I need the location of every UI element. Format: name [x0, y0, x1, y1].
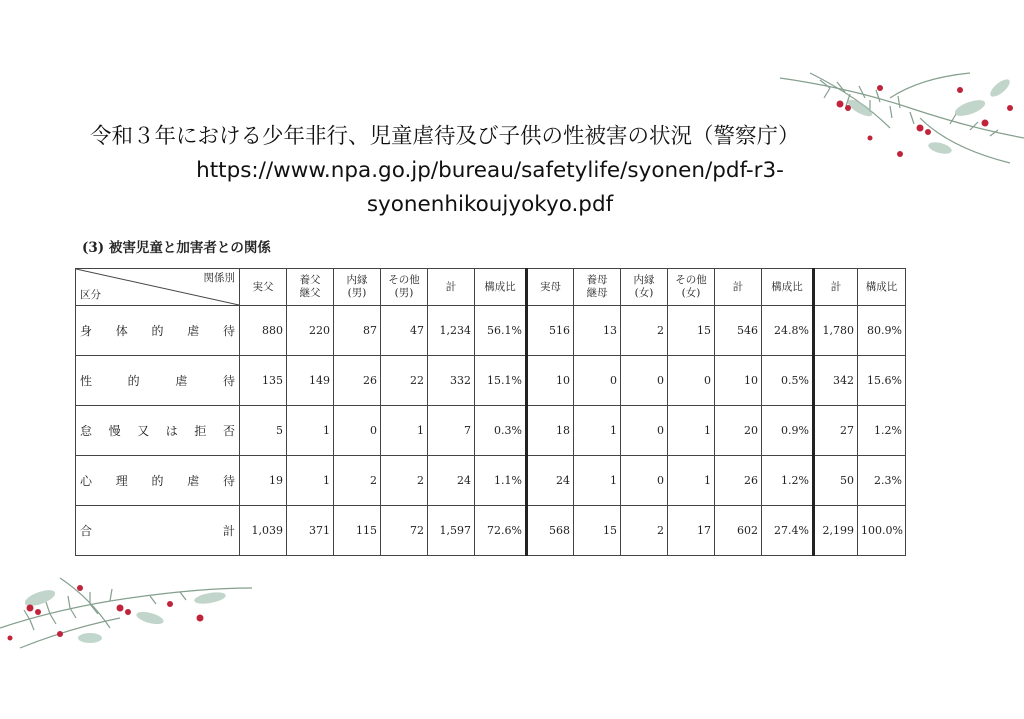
column-header: 内縁 (男) [334, 269, 381, 306]
table-cell: 0 [621, 406, 668, 456]
table-cell: 1,597 [428, 506, 475, 556]
table-cell: 2.3% [858, 456, 906, 506]
row-label [76, 306, 240, 356]
table-cell: 13 [574, 306, 621, 356]
table-cell: 1 [668, 406, 715, 456]
table-row [76, 506, 906, 556]
row-label-char: 待 [222, 374, 235, 388]
table-cell: 2 [621, 306, 668, 356]
table-cell: 2 [621, 506, 668, 556]
table-cell: 0 [668, 356, 715, 406]
row-label-char: 心 [80, 474, 93, 488]
column-header: 実母 [527, 269, 574, 306]
header-row [76, 269, 906, 306]
row-label-char: 身 [80, 324, 93, 338]
column-header: 養父 継父 [287, 269, 334, 306]
table-cell: 0 [621, 456, 668, 506]
table-cell: 50 [814, 456, 858, 506]
document-title [60, 120, 920, 222]
table-cell: 0 [334, 406, 381, 456]
source-url-line1: https://www.npa.go.jp/bureau/safetylife/syonen/pdf-r3- [196, 158, 784, 183]
table-cell: 24 [428, 456, 475, 506]
table-cell: 568 [527, 506, 574, 556]
table-cell: 5 [240, 406, 287, 456]
row-label-char: 的 [151, 324, 164, 338]
column-header: その他 (女) [668, 269, 715, 306]
table-cell: 1 [287, 456, 334, 506]
table-cell: 15.6% [858, 356, 906, 406]
table-cell: 149 [287, 356, 334, 406]
row-label-char: 虐 [187, 474, 200, 488]
table-cell: 1 [574, 456, 621, 506]
table-cell: 602 [715, 506, 762, 556]
row-label-char: 理 [115, 474, 128, 488]
table-cell: 1.2% [858, 406, 906, 456]
row-label-char: 計 [222, 524, 235, 538]
table-cell: 115 [334, 506, 381, 556]
table-cell: 1,780 [814, 306, 858, 356]
table-cell: 72 [381, 506, 428, 556]
table-cell: 27.4% [762, 506, 814, 556]
table-row [76, 456, 906, 506]
row-label-char: 否 [222, 424, 235, 438]
table-cell: 1.2% [762, 456, 814, 506]
table-cell: 10 [527, 356, 574, 406]
table-cell: 0.5% [762, 356, 814, 406]
table-cell: 20 [715, 406, 762, 456]
row-label-char: 待 [222, 474, 235, 488]
table-cell: 87 [334, 306, 381, 356]
table-cell: 2,199 [814, 506, 858, 556]
table-cell: 19 [240, 456, 287, 506]
table-cell: 22 [381, 356, 428, 406]
table-cell: 371 [287, 506, 334, 556]
row-label [76, 406, 240, 456]
row-label-char: 合 [80, 524, 93, 538]
table-cell: 1.1% [475, 456, 527, 506]
row-label-char: 怠 [80, 424, 93, 438]
title-heading: 令和３年における少年非行、児童虐待及び子供の性被害の状況（警察庁） [90, 124, 800, 149]
table-cell: 220 [287, 306, 334, 356]
table-cell: 24.8% [762, 306, 814, 356]
column-header: 計 [428, 269, 475, 306]
victim-perpetrator-table [75, 268, 906, 556]
row-label [76, 356, 240, 406]
column-header: 構成比 [762, 269, 814, 306]
table-cell: 17 [668, 506, 715, 556]
table-cell: 2 [334, 456, 381, 506]
row-label-char: 体 [115, 324, 128, 338]
table-row [76, 356, 906, 406]
table-cell: 0 [574, 356, 621, 406]
table-cell: 2 [381, 456, 428, 506]
table-cell: 0.3% [475, 406, 527, 456]
table-cell: 1 [574, 406, 621, 456]
table-cell: 135 [240, 356, 287, 406]
table-cell: 1 [668, 456, 715, 506]
column-header: 内縁 (女) [621, 269, 668, 306]
row-label [76, 456, 240, 506]
table-cell: 880 [240, 306, 287, 356]
section-title: (3) 被害児童と加害者との関係 [82, 240, 271, 256]
table-cell: 56.1% [475, 306, 527, 356]
table-cell: 546 [715, 306, 762, 356]
column-header: 構成比 [858, 269, 906, 306]
table-cell: 7 [428, 406, 475, 456]
row-label-char: 又 [137, 424, 150, 438]
table-cell: 15.1% [475, 356, 527, 406]
row-label-char: 慢 [108, 424, 121, 438]
column-header: その他 (男) [381, 269, 428, 306]
table-cell: 0.9% [762, 406, 814, 456]
row-label-char: 拒 [194, 424, 207, 438]
table-cell: 72.6% [475, 506, 527, 556]
corner-top-label: 関係別 [203, 272, 235, 284]
table-cell: 10 [715, 356, 762, 406]
table-cell: 47 [381, 306, 428, 356]
corner-header-cell [76, 269, 240, 306]
row-label-char: 的 [127, 374, 140, 388]
table-cell: 0 [621, 356, 668, 406]
row-label-char: 待 [222, 324, 235, 338]
table-cell: 15 [574, 506, 621, 556]
row-label [76, 506, 240, 556]
table-cell: 1,234 [428, 306, 475, 356]
row-label-char: 性 [80, 374, 93, 388]
row-label-char: 虐 [175, 374, 188, 388]
column-header: 養母 継母 [574, 269, 621, 306]
corner-bottom-label: 区分 [80, 289, 101, 301]
row-label-char: は [165, 424, 178, 438]
table-cell: 15 [668, 306, 715, 356]
table-cell: 26 [334, 356, 381, 406]
column-header: 計 [814, 269, 858, 306]
table-cell: 1 [381, 406, 428, 456]
source-url-line2: syonenhikoujyokyo.pdf [366, 192, 614, 217]
table-cell: 1 [287, 406, 334, 456]
table-cell: 332 [428, 356, 475, 406]
row-label-char: 虐 [187, 324, 200, 338]
table-cell: 18 [527, 406, 574, 456]
table-cell: 27 [814, 406, 858, 456]
column-header: 計 [715, 269, 762, 306]
table-cell: 516 [527, 306, 574, 356]
table-cell: 24 [527, 456, 574, 506]
column-header: 構成比 [475, 269, 527, 306]
table-cell: 80.9% [858, 306, 906, 356]
table-row [76, 406, 906, 456]
holly-decoration-bottom-left [0, 568, 252, 654]
table-cell: 342 [814, 356, 858, 406]
table-cell: 1,039 [240, 506, 287, 556]
row-label-char: 的 [151, 474, 164, 488]
table-cell: 100.0% [858, 506, 906, 556]
table-cell: 26 [715, 456, 762, 506]
table-row [76, 306, 906, 356]
column-header: 実父 [240, 269, 287, 306]
